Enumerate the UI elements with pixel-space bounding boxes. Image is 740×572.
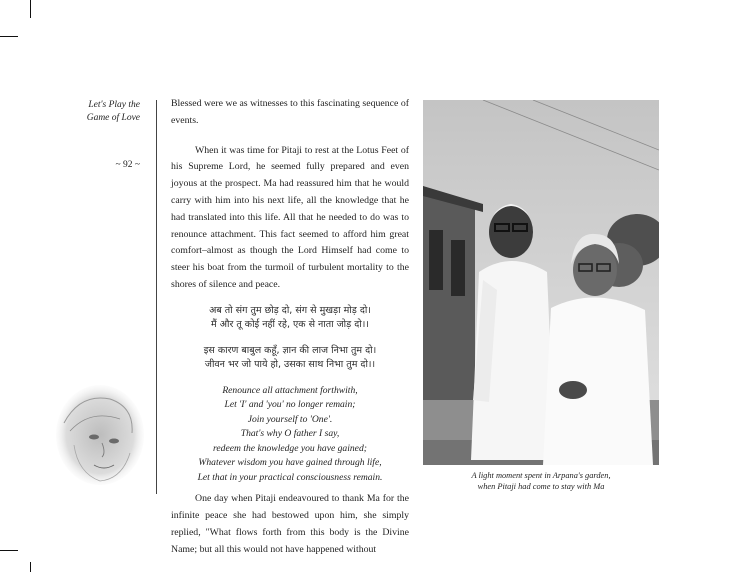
hindi-verse xyxy=(171,344,409,372)
crop-mark-top-horizontal xyxy=(0,36,18,37)
running-head xyxy=(60,99,140,124)
verse-line: Let that in your practical consciousness remain. xyxy=(197,471,383,483)
crop-mark-top-vertical xyxy=(30,0,31,18)
hindi-verse xyxy=(171,304,409,332)
paragraph: One day when Pitaji endeavoured to thank Ma for the infinite peace she had bestowed upon him, she simply replied, "What flows forth from this body is the Divine Name; but all this would not have happened without xyxy=(171,493,409,555)
caption-line: when Pitaji had come to stay with Ma xyxy=(477,482,605,491)
verse-line: redeem the knowledge you have gained; xyxy=(213,442,367,454)
verse-line: Let 'I' and 'you' no longer remain; xyxy=(224,399,356,411)
english-verse xyxy=(171,384,409,486)
hindi-verse-line: इस कारण बाबुल कहूँ, ज्ञान की लाज निभा तुम दो। xyxy=(203,344,377,356)
portrait-sketch-image xyxy=(50,383,146,489)
verse-line: Join yourself to 'One'. xyxy=(247,413,333,425)
verse-line: Renounce all attachment forthwith, xyxy=(222,384,358,396)
page-number: ~ 92 ~ xyxy=(115,160,140,170)
hindi-verse-line: मैं और तू कोई नहीं रहे, एक से नाता जोड़ दो।। xyxy=(211,318,369,330)
running-head-line: Game of Love xyxy=(86,112,140,123)
running-head-line: Let's Play the xyxy=(88,100,140,110)
crop-mark-bottom-horizontal xyxy=(0,550,18,551)
text-column xyxy=(171,96,409,558)
column-divider xyxy=(156,100,157,494)
paragraph: When it was time for Pitaji to rest at the Lotus Feet of his Supreme Lord, he seemed fully prepared and even joyous at the prospect. Ma had reassured him that he would carry with him into his next life, all the knowledge that he had translated into this life. All that he needed to do was to renounce attachment. This fact seemed to afford him great comfort–almost as though the Lord Himself had come to steer his boat from the turmoil of turbulent mortality to the shores of silence and peace. xyxy=(171,144,409,290)
hindi-verse-line: जीवन भर जो पाये हो, उसका साथ निभा तुम दो।। xyxy=(204,358,376,370)
caption-line: A light moment spent in Arpana's garden, xyxy=(471,471,611,480)
crop-mark-bottom-vertical xyxy=(30,562,31,572)
verse-line: Whatever wisdom you have gained through life, xyxy=(198,457,382,469)
photo-caption xyxy=(423,470,659,492)
paragraph: Blessed were we as witnesses to this fascinating sequence of events. xyxy=(171,98,409,126)
photograph xyxy=(423,100,659,465)
hindi-verse-line: अब तो संग तुम छोड़ दो, संग से मुखड़ा मोड़ दो। xyxy=(209,304,371,316)
verse-line: That's why O father I say, xyxy=(240,428,340,440)
photograph-image xyxy=(423,100,659,465)
